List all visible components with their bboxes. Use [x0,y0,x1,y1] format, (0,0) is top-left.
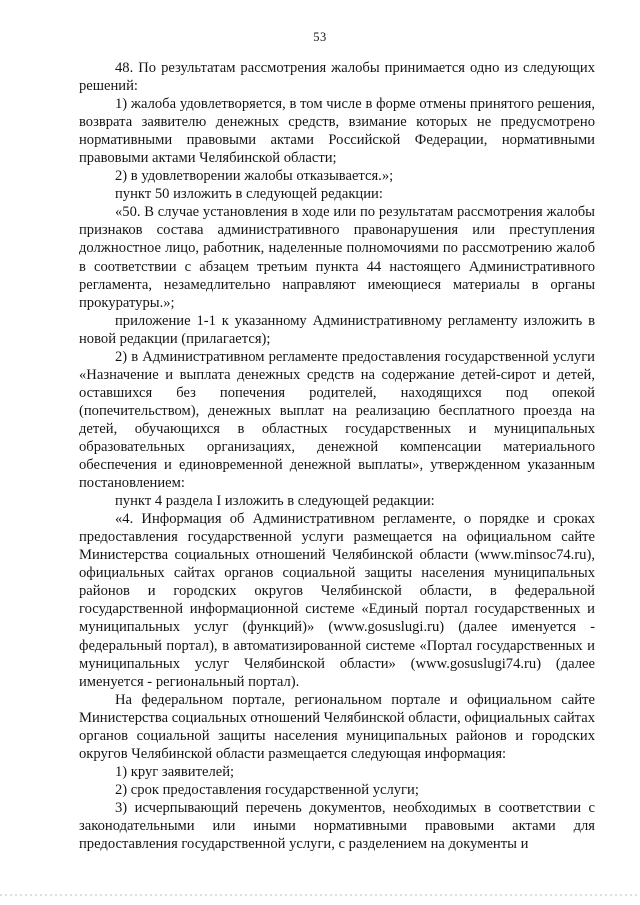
scan-edge-noise [0,894,640,896]
paragraph-portal-info: На федеральном портале, региональном портале и официальном сайте Министерства социальных отношений Челябинской области, официальных сайтах органов социальной защиты населения муниципальных районов и городских округов Челябинской области размещается следующая информация: [79,691,595,762]
list-item-term: 2) срок предоставления государственной услуги; [115,781,419,798]
list-item-applicants: 1) круг заявителей; [115,763,235,780]
paragraph-48: 48. По результатам рассмотрения жалобы принимается одно из следующих решений: [79,60,595,95]
paragraph-4: «4. Информация об Административном регламенте, о порядке и сроках предоставления государственной услуги размещается на официальном сайте Министерства социальных отношений Челябинской области (www.minsoc74.ru), официальных сайтах органов социальной защиты населения муниципальных районов и городских округов Челябинской области, в федеральной государственной информационной системе «Единый портал государственных и муниципальных услуг (функций)» (www.gosuslugi.ru) (далее именуется - федеральный портал), в автоматизированной системе «Портал государственных и муниципальных услуг Челябинской области» (www.gosuslugi74.ru) (далее именуется - региональный портал). [79,511,595,690]
paragraph-50: «50. В случае установления в ходе или по результатам рассмотрения жалобы признаков состава административного правонарушения или преступления должностное лицо, работник, наделенные полномочиями по рассмотрению жалоб в соответствии с абзацем третьим пункта 44 настоящего Административного регламента, незамедлительно направляют имеющиеся материалы в органы прокуратуры.»; [79,204,595,311]
paragraph-regulation-2: 2) в Административном регламенте предоставления государственной услуги «Назначение и выплата денежных средств на содержание детей-сирот и детей, оставшихся без попечения родителей, находящихся под опекой (попечительством), денежных выплат на реализацию бесплатного проезда на детей, обучающихся в областных государственных и муниципальных образовательных организациях, денежной компенсации материального обеспечения и единовременной денежной выплаты», утвержденном указанным постановлением: [79,348,595,492]
paragraph-decision-1: 1) жалоба удовлетворяется, в том числе в форме отмены принятого решения, возврата заявителю денежных средств, взимание которых не предусмотрено нормативными правовыми актами Российской Федерации, нормативными правовыми актами Челябинской области; [79,96,595,167]
paragraph-item-4-intro: пункт 4 раздела I изложить в следующей редакции: [115,493,435,510]
paragraph-appendix: приложение 1-1 к указанному Административному регламенту изложить в новой редакции (прилагается); [79,312,595,347]
list-item-documents: 3) исчерпывающий перечень документов, необходимых в соответствии с законодательными или иными нормативными правовыми актами для предоставления государственной услуги, с разделением на документы и [79,799,595,853]
document-body [79,59,595,853]
paragraph-decision-2: 2) в удовлетворении жалобы отказывается.»; [115,168,394,185]
page-number: 53 [313,30,327,44]
paragraph-item-50-intro: пункт 50 изложить в следующей редакции: [115,186,383,203]
